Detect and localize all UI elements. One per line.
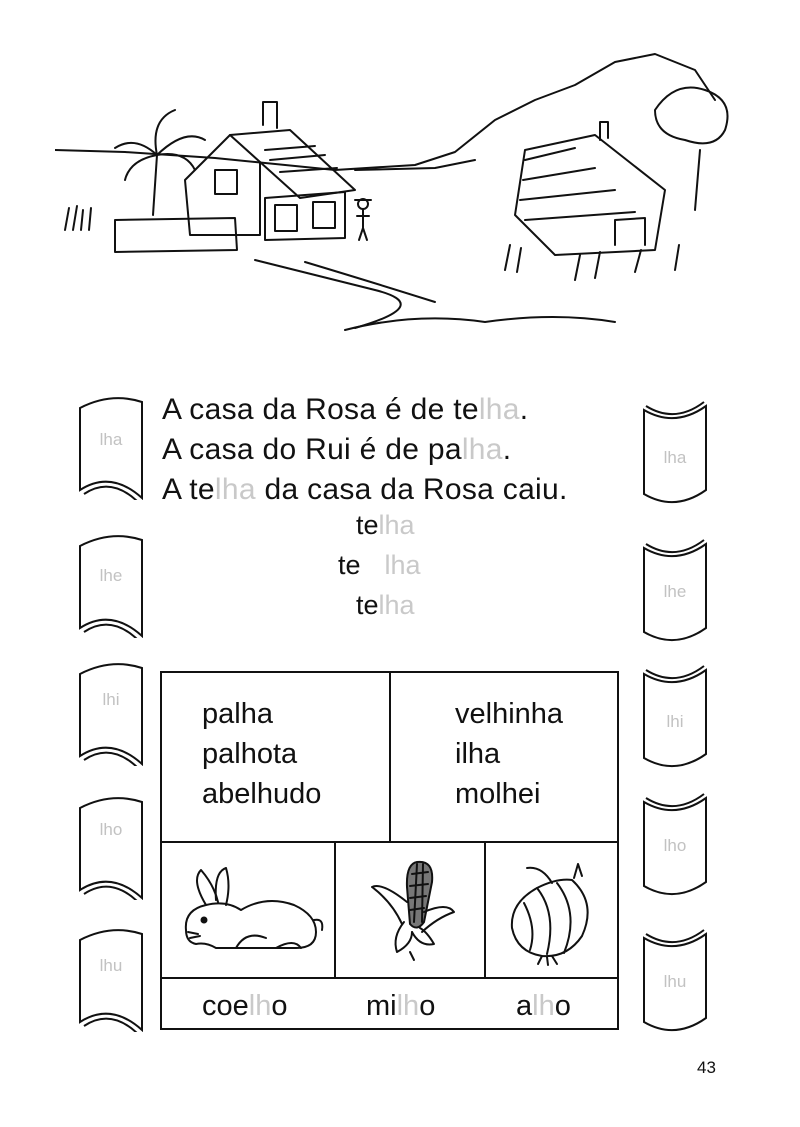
box-divider [334, 841, 336, 979]
word-pre: mi [366, 990, 397, 1022]
page-number: 43 [697, 1058, 716, 1077]
tile-label: lhu [99, 956, 123, 975]
word-syllable: lh [248, 990, 272, 1022]
picture-word-alho [516, 986, 571, 1026]
picture-word-milho [366, 986, 435, 1026]
split-syllable: lha [378, 590, 415, 620]
word-pre: coe [202, 990, 249, 1022]
word-list-right [455, 694, 563, 814]
word: abelhudo [202, 778, 322, 810]
word-list-left [202, 694, 321, 814]
split-pre: te [356, 510, 379, 540]
word-post: o [271, 990, 288, 1022]
sentence-1 [162, 390, 528, 430]
left-tile-lhe [76, 528, 146, 638]
roof-tile-icon [76, 790, 146, 900]
word: palhota [202, 738, 298, 770]
word-post: o [419, 990, 436, 1022]
box-divider [484, 841, 486, 979]
picture-word-coelho [202, 986, 287, 1026]
word: velhinha [455, 698, 564, 730]
right-tile-lhi [640, 664, 710, 774]
tile-label: lha [99, 430, 123, 449]
sentence-pre: A casa do Rui é de pa [162, 433, 462, 466]
split-line-3 [356, 590, 415, 621]
sentence-post: da casa da Rosa caiu. [255, 473, 568, 506]
box-divider [160, 841, 619, 843]
left-tile-lhi [76, 656, 146, 766]
sentence-pre: A te [162, 473, 215, 506]
tile-label: lho [99, 820, 123, 839]
right-tile-lha [640, 400, 710, 510]
sentence-syllable: lha [478, 393, 520, 426]
split-pre: te [338, 550, 361, 580]
box-divider [389, 671, 391, 843]
tile-label: lhu [663, 972, 687, 991]
sentence-2 [162, 430, 511, 470]
word: molhei [455, 778, 541, 810]
corn-icon [362, 852, 462, 962]
tile-label: lho [663, 836, 687, 855]
sentence-post: . [519, 393, 529, 426]
right-tile-lho [640, 792, 710, 902]
split-syllable: lha [378, 510, 415, 540]
tile-label: lhe [99, 566, 123, 585]
tile-label: lhi [666, 712, 684, 731]
roof-tile-icon [76, 656, 146, 766]
split-line-2 [338, 550, 421, 581]
sentence-syllable: lha [214, 473, 256, 506]
sentence-pre: A casa da Rosa é de te [162, 393, 479, 426]
word-syllable: lh [532, 990, 555, 1022]
left-tile-lho [76, 790, 146, 900]
sentence-syllable: lha [461, 433, 503, 466]
word-post: o [554, 990, 571, 1022]
roof-tile-icon [76, 922, 146, 1032]
garlic-icon [502, 858, 602, 968]
split-pre: te [356, 590, 379, 620]
word: palha [202, 698, 273, 730]
left-tile-lhu [76, 922, 146, 1032]
sentence-3 [162, 470, 568, 510]
tile-label: lhe [663, 582, 687, 601]
right-tile-lhe [640, 538, 710, 648]
split-syllable: lha [384, 550, 421, 580]
tile-label: lhi [102, 690, 120, 709]
split-line-1 [356, 510, 415, 541]
box-divider [160, 977, 619, 979]
word: ilha [455, 738, 501, 770]
landscape-illustration [55, 40, 735, 340]
rabbit-icon [176, 860, 326, 960]
tile-label: lha [663, 448, 687, 467]
sentence-post: . [502, 433, 512, 466]
word-pre: a [516, 990, 533, 1022]
word-syllable: lh [396, 990, 420, 1022]
left-tile-lha [76, 390, 146, 500]
right-tile-lhu [640, 928, 710, 1038]
